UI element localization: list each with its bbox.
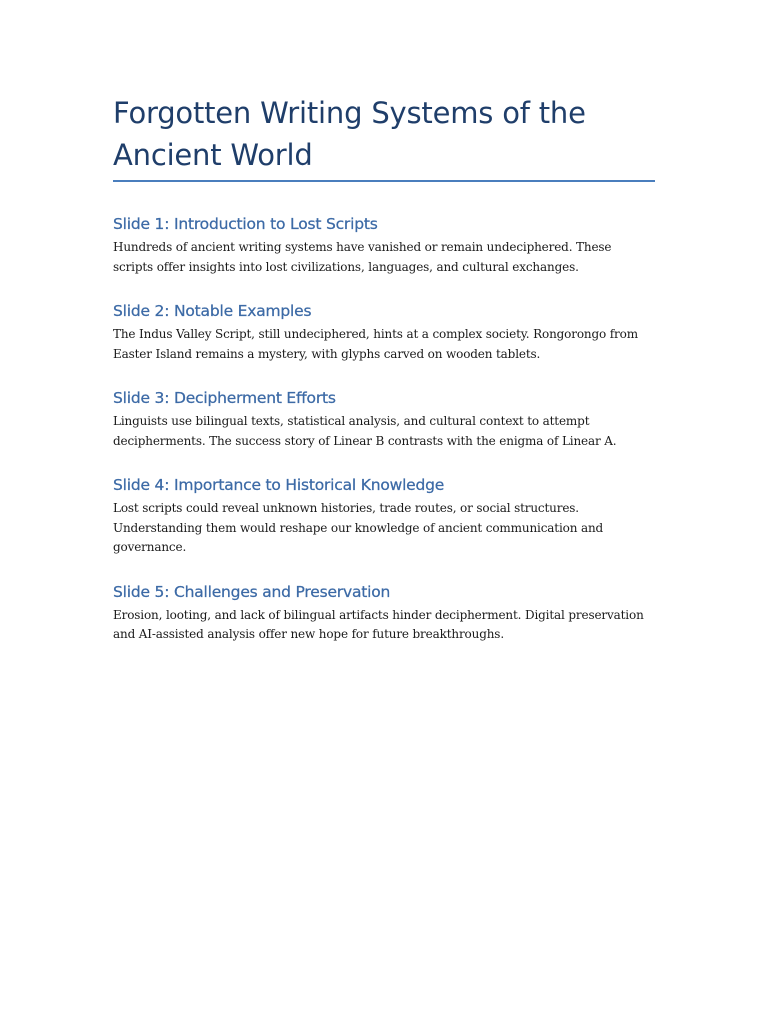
section-body: Erosion, looting, and lack of bilingual artifacts hinder decipherment. Digital preservation and AI-assisted analysis offer new hope for future breakthroughs. [113, 607, 644, 641]
document-title [113, 92, 655, 176]
section-slide-2 [113, 301, 655, 364]
title-divider [113, 180, 655, 182]
section-body: The Indus Valley Script, still undeciphered, hints at a complex society. Rongorongo from Easter Island remains a mystery, with glyphs carved on wooden tablets. [113, 327, 638, 361]
section-body: Lost scripts could reveal unknown histories, trade routes, or social structures. Understanding them would reshape our knowledge of ancient communication and governance. [113, 501, 604, 554]
document-title-line-2: Ancient World [113, 138, 313, 172]
section-body: Linguists use bilingual texts, statistical analysis, and cultural context to attempt decipherments. The success story of Linear B contrasts with the enigma of Linear A. [113, 414, 617, 448]
section-heading: Slide 5: Challenges and Preservation [113, 582, 391, 601]
section-heading: Slide 3: Decipherment Efforts [113, 389, 336, 407]
section-slide-4 [113, 475, 655, 558]
section-heading: Slide 1: Introduction to Lost Scripts [113, 215, 378, 233]
document-page [113, 92, 655, 669]
sections-list [113, 214, 655, 645]
section-body: Hundreds of ancient writing systems have vanished or remain undeciphered. These scripts offer insights into lost civilizations, languages, and cultural exchanges. [113, 240, 612, 274]
section-slide-5 [113, 582, 655, 645]
section-heading: Slide 2: Notable Examples [113, 302, 312, 320]
section-heading: Slide 4: Importance to Historical Knowledge [113, 476, 445, 494]
section-slide-3 [113, 388, 655, 451]
document-title-line-1: Forgotten Writing Systems of the [113, 96, 586, 130]
section-slide-1 [113, 214, 655, 277]
